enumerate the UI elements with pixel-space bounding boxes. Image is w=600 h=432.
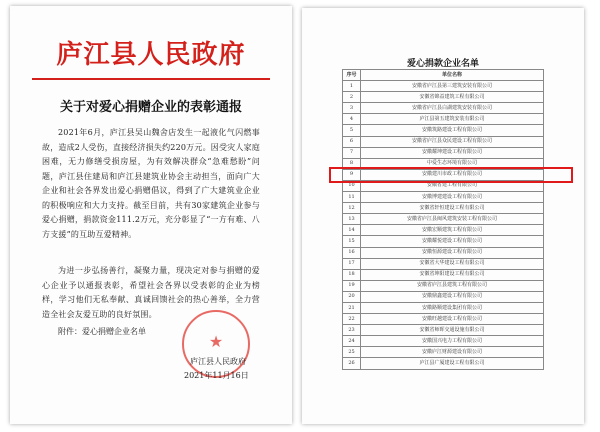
table-row (343, 203, 544, 214)
header-number: 序号 (343, 70, 361, 81)
row-number: 25 (343, 347, 361, 358)
table-row (343, 92, 544, 103)
row-number: 2 (343, 92, 361, 103)
row-number: 22 (343, 314, 361, 325)
red-divider-line (32, 78, 270, 80)
row-company-name: 安徽国兴电力工程有限公司 (361, 336, 544, 347)
row-number: 6 (343, 136, 361, 147)
row-company-name: 安徽省轩恒建设工程有限公司 (361, 203, 544, 214)
table-row (343, 247, 544, 258)
row-company-name: 安徽省庐江县第三建筑安装有限公司 (361, 81, 544, 92)
company-list-table (342, 69, 544, 370)
row-company-name: 安徽省大华建设工程有限公司 (361, 258, 544, 269)
table-row (343, 325, 544, 336)
row-number: 3 (343, 103, 361, 114)
row-number: 11 (343, 192, 361, 203)
table-row (343, 314, 544, 325)
row-number: 21 (343, 302, 361, 313)
government-header-title: 庐江县人民政府 (56, 40, 246, 70)
row-number: 16 (343, 247, 361, 258)
table-row (343, 358, 544, 369)
table-row (343, 81, 544, 92)
row-company-name: 中爱生态环境有限公司 (361, 158, 544, 169)
table-row (343, 125, 544, 136)
table-row (343, 336, 544, 347)
row-company-name: 安徽博建建设工程有限公司 (361, 192, 544, 203)
table-row (343, 192, 544, 203)
row-company-name: 安徽耀悦建设工程有限公司 (361, 236, 544, 247)
table-row (343, 269, 544, 280)
row-company-name: 安徽省庐江县闽风建筑安装工程有限公司 (361, 214, 544, 225)
row-number: 9 (343, 169, 361, 180)
row-number: 19 (343, 280, 361, 291)
row-company-name: 安徽恒源建设工程有限公司 (361, 247, 544, 258)
row-company-name: 安徽省建工程有限公司 (361, 180, 544, 191)
list-title: 爱心捐款企业名单 (406, 59, 479, 69)
notice-document-page (10, 6, 292, 424)
row-number: 5 (343, 125, 361, 136)
row-number: 26 (343, 358, 361, 369)
attachment-line: 附件：爱心捐赠企业名单 (58, 327, 146, 336)
row-company-name: 安徽省坤阳建设工程有限公司 (361, 269, 544, 280)
row-company-name: 安徽省锦益建筑工程有限公司 (361, 92, 544, 103)
table-row (343, 302, 544, 313)
row-number: 18 (343, 269, 361, 280)
signer-name: 庐江县人民政府 (190, 357, 246, 366)
table-row (343, 280, 544, 291)
row-company-name: 安徽省庐江县建筑工程有限公司 (361, 280, 544, 291)
table-row (343, 347, 544, 358)
row-company-name: 庐江县广厦建设工程有限公司 (361, 358, 544, 369)
row-company-name: 安徽路顺建设集团有限公司 (361, 302, 544, 313)
table-row (343, 225, 544, 236)
table-row (343, 258, 544, 269)
row-company-name: 安徽省庐江县众民建设工程有限公司 (361, 136, 544, 147)
row-number: 24 (343, 336, 361, 347)
row-number: 1 (343, 81, 361, 92)
header-company-name: 单位名称 (361, 70, 544, 81)
row-number: 14 (343, 225, 361, 236)
row-number: 8 (343, 158, 361, 169)
row-number: 17 (343, 258, 361, 269)
row-company-name: 安徽庐江财源建设有限公司 (361, 347, 544, 358)
row-company-name: 安徽宏顺建筑工程有限公司 (361, 225, 544, 236)
table-row (343, 291, 544, 302)
row-company-name: 庐江县第五建筑安装有限公司 (361, 114, 544, 125)
notice-title: 关于对爱心捐赠企业的表彰通报 (59, 100, 242, 115)
seal-star-icon: ★ (208, 332, 224, 351)
row-company-name: 安徽耀坤建设工程有限公司 (361, 147, 544, 158)
table-row (343, 236, 544, 247)
table-header-row (343, 70, 544, 81)
notice-paragraph-2: 为进一步弘扬善行，凝聚力量，现决定对参与捐赠的爱心企业予以通报表彰，希望社会各界以受表彰的企业为榜样，学习他们无私奉献、真诚回馈社会的热心善举，全力营造全社会友爱互助的良好氛围。 (42, 266, 260, 319)
table-row (343, 103, 544, 114)
table-row (343, 136, 544, 147)
row-number: 12 (343, 203, 361, 214)
table-row (343, 114, 544, 125)
row-company-name: 安徽筑路建设工程有限公司 (361, 125, 544, 136)
row-company-name: 安徽省师晖交通设施有限公司 (361, 325, 544, 336)
row-company-name: 安徽省庐江县白湖建筑安装有限公司 (361, 103, 544, 114)
row-company-name: 安徽旺越建设工程有限公司 (361, 314, 544, 325)
row-company-name: 安徽建川市政工程有限公司 (361, 169, 544, 180)
company-list-body (343, 81, 544, 369)
row-company-name: 安徽鼎鑫建设工程有限公司 (361, 291, 544, 302)
table-row (343, 147, 544, 158)
row-number: 20 (343, 291, 361, 302)
row-number: 10 (343, 180, 361, 191)
notice-paragraph-1: 2021年6月，庐江县吴山魏舍店发生一起液化气闪燃事故，造成2人受伤，直接经济损失约220万元。因受灾人家庭困难，无力修缮受损房屋，为有效解决群众“急难愁盼”问题，庐江县住建局和庐江县建筑业协会主动担当，面向广大企业和社会各界发出爱心捐赠倡议，得到了广大建筑业企业的积极响应和大力支持。截至目前，共有30家建筑企业参与爱心捐赠，捐款资金111.2万元，充分彰显了“一方有难、八方支援”的互助互爱精神。 (42, 128, 260, 239)
row-number: 7 (343, 147, 361, 158)
highlight-box (329, 167, 573, 183)
row-number: 23 (343, 325, 361, 336)
row-number: 13 (343, 214, 361, 225)
issue-date: 2021年11月16日 (184, 371, 249, 380)
official-seal-stamp (182, 310, 250, 378)
row-number: 15 (343, 236, 361, 247)
row-number: 4 (343, 114, 361, 125)
company-list-page (302, 8, 584, 424)
table-row (343, 214, 544, 225)
